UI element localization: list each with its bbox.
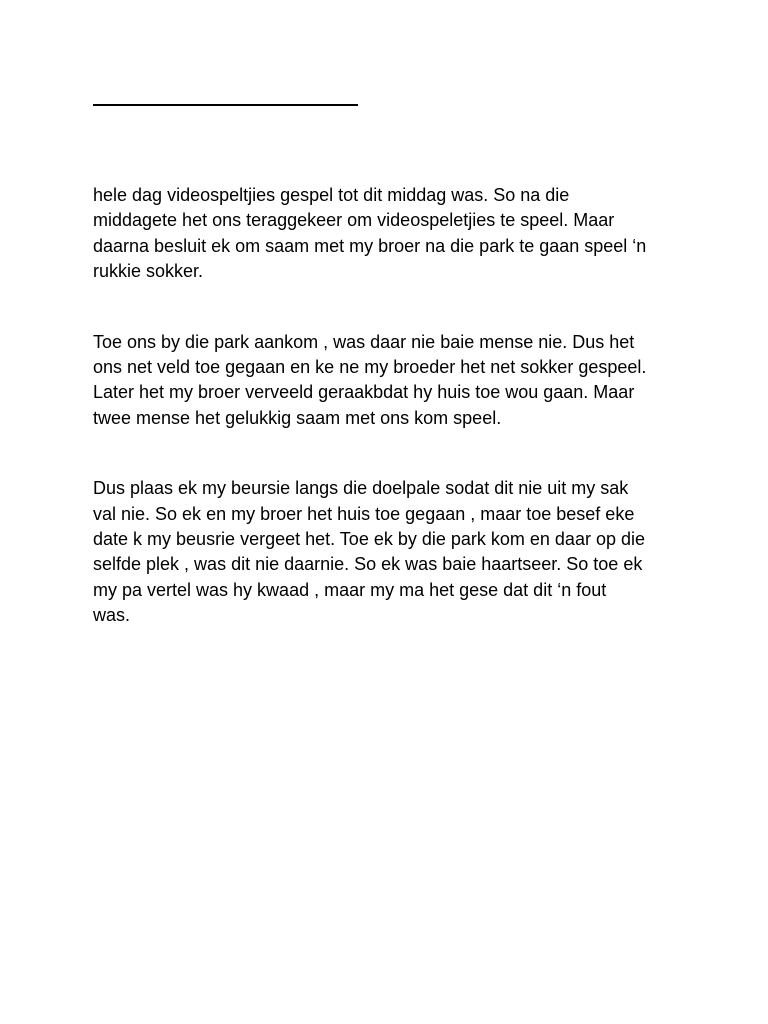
text-line: my pa vertel was hy kwaad , maar my ma het gese dat dit ‘n fout xyxy=(93,579,607,600)
text-line: val nie. So ek en my broer het huis toe gegaan , maar toe besef eke xyxy=(93,503,635,524)
header-rule xyxy=(93,104,358,106)
text-line: was. xyxy=(93,605,131,626)
text-line: ons net veld toe gegaan en ke ne my broeder het net sokker gespeel. xyxy=(93,357,647,378)
text-line: Toe ons by die park aankom , was daar nie baie mense nie. Dus het xyxy=(93,331,635,352)
text-line: Dus plaas ek my beursie langs die doelpale sodat dit nie uit my sak xyxy=(93,478,629,499)
text-line: selfde plek , was dit nie daarnie. So ek was baie haartseer. So toe ek xyxy=(93,554,643,575)
paragraph-3 xyxy=(93,476,683,628)
text-line: middagete het ons teraggekeer om videospeletjies te speel. Maar xyxy=(93,210,615,231)
paragraph-2 xyxy=(93,330,683,432)
text-line: hele dag videospeltjies gespel tot dit middag was. So na die xyxy=(93,185,570,205)
text-line: rukkie sokker. xyxy=(93,261,204,282)
body-text xyxy=(93,183,683,629)
text-line: twee mense het gelukkig saam met ons kom speel. xyxy=(93,407,502,428)
text-line: date k my beusrie vergeet het. Toe ek by die park kom en daar op die xyxy=(93,529,645,550)
paragraph-1 xyxy=(93,183,683,285)
text-line: Later het my broer verveeld geraakbdat hy huis toe wou gaan. Maar xyxy=(93,382,635,403)
text-line: daarna besluit ek om saam met my broer na die park te gaan speel ‘n xyxy=(93,235,647,256)
